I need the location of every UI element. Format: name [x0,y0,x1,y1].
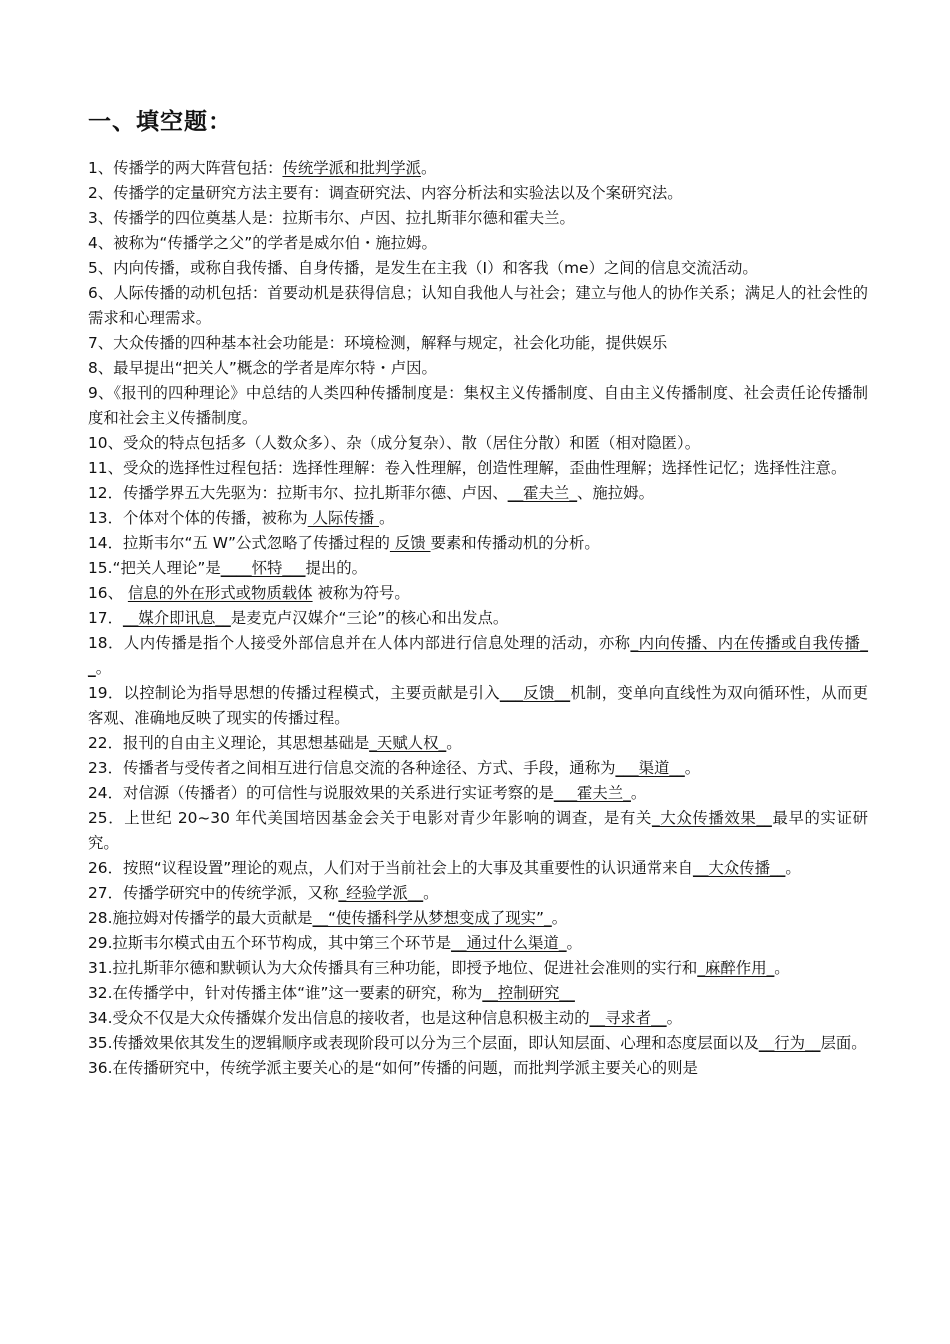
question-text: 是麦克卢汉媒介“三论”的核心和出发点。 [230,609,509,627]
answer-blank: 信息的外在形式或物质载体 [127,584,313,602]
question-text: 24．对信源（传播者）的可信性与说服效果的关系进行实证考察的是 [88,784,554,802]
question-item [88,456,868,481]
question-text: 6、人际传播的动机包括：首要动机是获得信息；认知自我他人与社会；建立与他人的协作关系；满足人的社会性的需求和心理需求。 [88,284,868,327]
question-item [88,481,868,506]
question-item [88,206,868,231]
question-text: 15.“把关人理论”是 [88,559,221,577]
question-item [88,681,868,731]
question-text: 9、《报刊的四种理论》中总结的人类四种传播制度是：集权主义传播制度、自由主义传播制度、社会责任论传播制度和社会主义传播制度。 [88,384,868,427]
question-text: 23．传播者与受传者之间相互进行信息交流的各种途径、方式、手段，通称为 [88,759,616,777]
question-text: 16、 [88,584,128,602]
question-item [88,581,868,606]
question-item [88,381,868,431]
question-text: 12．传播学界五大先驱为：拉斯韦尔、拉扎斯菲尔德、卢因、 [88,484,508,502]
question-text: 32.在传播学中，针对传播主体“谁”这一要素的研究，称为 [88,984,483,1002]
answer-blank: 人际传播 [307,509,380,527]
answer-blank: __“使传播科学从梦想变成了现实”_ [312,909,552,927]
question-text: 。 [421,159,437,177]
answer-blank: __霍夫兰_ [507,484,578,502]
question-item [88,931,868,956]
document-page [88,106,868,1081]
question-item [88,181,868,206]
question-item [88,556,868,581]
question-text: 最早的实证研究。 [88,809,868,852]
question-text: 17． [88,609,123,627]
section-heading: 一、填空题： [88,109,232,135]
answer-blank: ___霍夫兰_ [553,784,631,802]
question-item [88,981,868,1006]
question-item [88,1031,868,1056]
question-text: 26．按照“议程设置”理论的观点，人们对于当前社会上的大事及其重要性的认识通常来自 [88,859,693,877]
question-text: 层面。 [820,1034,867,1052]
question-text: 10、受众的特点包括多（人数众多）、杂（成分复杂）、散（居住分散）和匿（相对隐匿）。 [88,434,701,452]
question-text: 。 [785,859,801,877]
answer-blank: 传统学派和批判学派 [282,159,422,177]
answer-blank: __行为__ [758,1034,821,1052]
question-text: 7、大众传播的四种基本社会功能是：环境检测，解释与规定，社会化功能，提供娱乐 [88,334,668,352]
answer-blank: _大众传播效果__ [652,809,772,827]
question-item [88,606,868,631]
question-text: 机制，变单向直线性为双向循环性，从而更客观、准确地反映了现实的传播过程。 [88,684,868,727]
answer-blank: ___反馈__ [499,684,571,702]
question-item [88,431,868,456]
question-item [88,356,868,381]
question-item [88,281,868,331]
question-text: 被称为符号。 [312,584,410,602]
question-text: 。 [774,959,790,977]
question-item [88,756,868,781]
question-item [88,506,868,531]
question-text: 18．人内传播是指个人接受外部信息并在人体内部进行信息处理的活动，亦称 [88,634,631,652]
question-text: 。 [566,934,582,952]
question-item [88,806,868,856]
question-text: 14．拉斯韦尔“五 W”公式忽略了传播过程的 [88,534,390,552]
answer-blank: __通过什么渠道_ [451,934,567,952]
question-text: 。 [684,759,701,777]
question-text: 1、传播学的两大阵营包括： [88,159,283,177]
question-text: 。 [423,884,439,902]
answer-blank: _天赋人权_ [369,734,447,752]
question-text: 22．报刊的自由主义理论，其思想基础是 [88,734,370,752]
question-item [88,856,868,881]
answer-blank: __控制研究__ [482,984,575,1002]
question-text: 29.拉斯韦尔模式由五个环节构成，其中第三个环节是 [88,934,452,952]
question-text: 34.受众不仅是大众传播媒介发出信息的接收者，也是这种信息积极主动的 [88,1009,590,1027]
answer-blank: ___渠道__ [615,759,685,777]
question-text: 。 [379,509,395,527]
question-text: 。 [630,784,647,802]
answer-blank: __媒介即讯息__ [122,609,231,627]
question-text: 提出的。 [305,559,368,577]
question-item [88,906,868,931]
question-list [88,156,868,1081]
question-text: 2、传播学的定量研究方法主要有：调查研究法、内容分析法和实验法以及个案研究法。 [88,184,683,202]
answer-blank: ____怀特___ [220,559,306,577]
question-text: 要素和传播动机的分析。 [430,534,600,552]
question-text: 13．个体对个体的传播，被称为 [88,509,308,527]
answer-blank: __寻求者__ [589,1009,667,1027]
question-item [88,156,868,181]
answer-blank: __大众传播__ [693,859,786,877]
question-item [88,781,868,806]
question-text: 5、内向传播，或称自我传播、自身传播，是发生在主我（I）和客我（me）之间的信息交流活动。 [88,259,758,277]
question-text: 25．上世纪 20~30 年代美国培因基金会关于电影对青少年影响的调查，是有关 [88,809,652,827]
answer-blank: _内向传播、内在传播或自我传播__ [88,634,868,677]
question-text: 27．传播学研究中的传统学派，又称 [88,884,339,902]
question-text: 36.在传播研究中，传统学派主要关心的是“如何”传播的问题，而批判学派主要关心的则是 [88,1059,698,1077]
question-text: 。 [551,909,568,927]
question-item [88,531,868,556]
question-text: 3、传播学的四位奠基人是：拉斯韦尔、卢因、拉扎斯菲尔德和霍夫兰。 [88,209,575,227]
question-text: 28.施拉姆对传播学的最大贡献是 [88,909,313,927]
question-text: 8、最早提出“把关人”概念的学者是库尔特・卢因。 [88,359,437,377]
answer-blank: _经验学派__ [338,884,424,902]
question-item [88,631,868,681]
question-item [88,731,868,756]
question-text: 。 [666,1009,682,1027]
question-text: 19．以控制论为指导思想的传播过程模式，主要贡献是引入 [88,684,500,702]
question-item [88,1056,868,1081]
question-text: 11、受众的选择性过程包括：选择性理解：卷入性理解，创造性理解，歪曲性理解；选择性记忆；选择性注意。 [88,459,847,477]
question-text: 4、被称为“传播学之父”的学者是威尔伯・施拉姆。 [88,234,437,252]
question-text: 。 [95,659,112,677]
question-text: 、施拉姆。 [577,484,654,502]
question-item [88,256,868,281]
answer-blank: 反馈 [389,534,431,552]
answer-blank: _麻醉作用_ [697,959,775,977]
question-text: 35.传播效果依其发生的逻辑顺序或表现阶段可以分为三个层面，即认知层面、心理和态度层面以及 [88,1034,759,1052]
question-item [88,956,868,981]
question-item [88,881,868,906]
question-text: 31.拉扎斯菲尔德和默顿认为大众传播具有三种功能，即授予地位、促进社会准则的实行和 [88,959,698,977]
question-item [88,1006,868,1031]
question-item [88,331,868,356]
question-item [88,231,868,256]
question-text: 。 [446,734,462,752]
